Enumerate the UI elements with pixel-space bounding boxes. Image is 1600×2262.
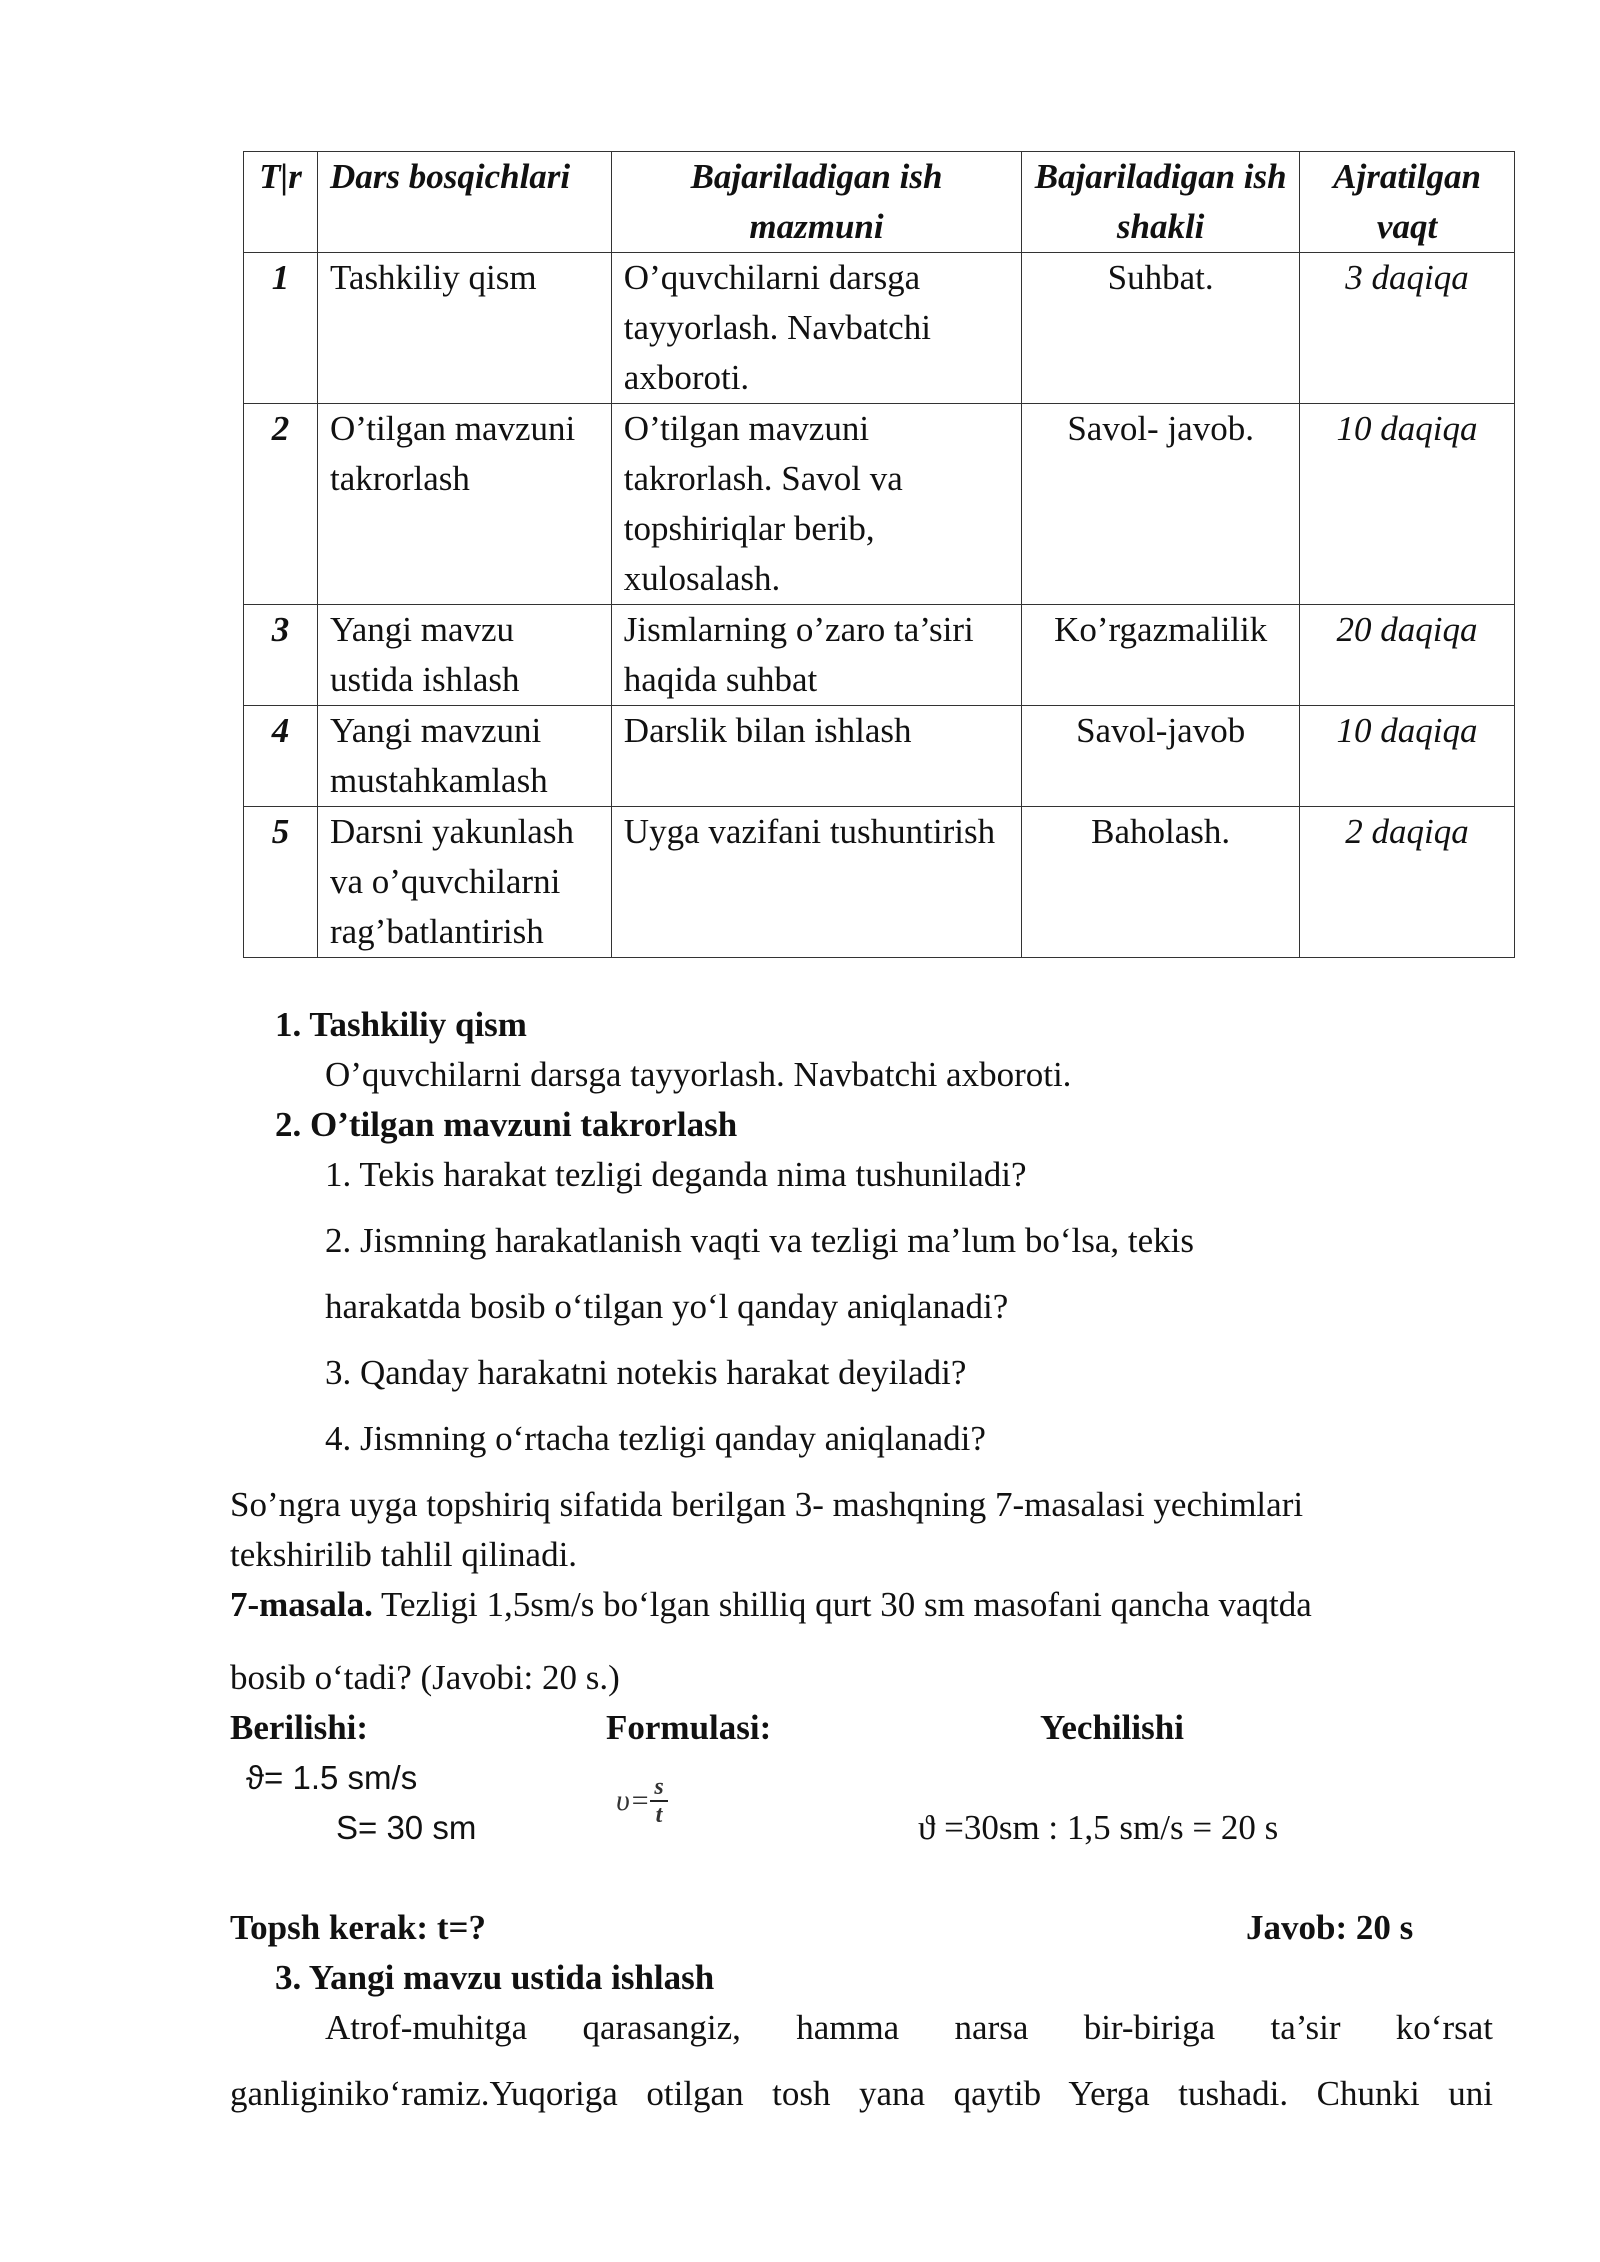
row-time: 10 daqiqa	[1300, 706, 1515, 807]
velocity-formula	[616, 1774, 668, 1828]
answer-label: Javob: 20 s	[1246, 1908, 1414, 1947]
row-form: Savol-javob	[1022, 706, 1300, 807]
section3-line1: Atrof-muhitga qarasangiz, hamma narsa bir-biriga ta’sir ko‘rsat	[325, 2008, 1493, 2047]
row-time: 3 daqiqa	[1300, 253, 1515, 404]
row-number: 1	[244, 253, 318, 404]
table-row	[244, 605, 1515, 706]
row-stage: Yangi mavzu ustida ishlash	[317, 605, 611, 706]
row-form: Savol- javob.	[1022, 404, 1300, 605]
solution-calculation: ϑ =30sm : 1,5 sm/s = 20 s	[918, 1808, 1279, 1847]
problem-label: 7-masala.	[230, 1585, 373, 1624]
header-form: Bajariladigan ish shakli	[1022, 152, 1300, 253]
row-number: 4	[244, 706, 318, 807]
row-content: Darslik bilan ishlash	[611, 706, 1021, 807]
problem-statement	[230, 1580, 1312, 1630]
section3-line2: ganliginiko‘ramiz.Yuqoriga otilgan tosh yana qaytib Yerga tushadi. Chunki uni	[230, 2074, 1493, 2113]
table-header-row	[244, 152, 1515, 253]
row-form: Ko’rgazmalilik	[1022, 605, 1300, 706]
question-2-line2: harakatda bosib o‘tilgan yo‘l qanday aniqlanadi?	[325, 1287, 1009, 1326]
question-3: 3. Qanday harakatni notekis harakat deyiladi?	[325, 1353, 967, 1392]
question-4: 4. Jismning o‘rtacha tezligi qanday aniqlanadi?	[325, 1419, 986, 1458]
problem-text: Tezligi 1,5sm/s bo‘lgan shilliq qurt 30 sm masofani qancha vaqtda	[372, 1585, 1312, 1624]
row-time: 10 daqiqa	[1300, 404, 1515, 605]
row-form: Suhbat.	[1022, 253, 1300, 404]
section1-text: O’quvchilarni darsga tayyorlash. Navbatchi axboroti.	[325, 1055, 1072, 1094]
header-stages: Dars bosqichlari	[317, 152, 611, 253]
section2-title: 2. O’tilgan mavzuni takrorlash	[275, 1105, 738, 1144]
given-distance: S= 30 sm	[336, 1809, 477, 1846]
header-time: Ajratilgan vaqt	[1300, 152, 1515, 253]
formula-lhs: υ=	[616, 1784, 651, 1817]
given-velocity: ϑ= 1.5 sm/s	[246, 1759, 418, 1796]
row-stage: Yangi mavzuni mustahkamlash	[317, 706, 611, 807]
table-row	[244, 253, 1515, 404]
row-stage: O’tilgan mavzuni takrorlash	[317, 404, 611, 605]
formula-fraction	[650, 1774, 668, 1828]
homework-check-line1: So’ngra uyga topshiriq sifatida berilgan 3- mashqning 7-masalasi yechimlari	[230, 1485, 1304, 1524]
solution-label: Yechilishi	[1040, 1708, 1184, 1747]
section1-title: 1. Tashkiliy qism	[275, 1005, 527, 1044]
row-time: 2 daqiqa	[1300, 807, 1515, 958]
row-content: O’tilgan mavzuni takrorlash. Savol va topshiriqlar berib, xulosalash.	[611, 404, 1021, 605]
row-content: Uyga vazifani tushuntirish	[611, 807, 1021, 958]
section3-title: 3. Yangi mavzu ustida ishlash	[275, 1958, 715, 1997]
header-content: Bajariladigan ish mazmuni	[611, 152, 1021, 253]
row-number: 5	[244, 807, 318, 958]
formula-denominator: t	[655, 1802, 663, 1828]
problem-line2: bosib o‘tadi? (Javobi: 20 s.)	[230, 1658, 620, 1697]
formula-numerator: s	[654, 1774, 664, 1800]
row-content: Jismlarning o’zaro ta’siri haqida suhbat	[611, 605, 1021, 706]
given-label: Berilishi:	[230, 1708, 369, 1747]
lesson-plan-table	[243, 151, 1515, 958]
row-content: O’quvchilarni darsga tayyorlash. Navbatchi axboroti.	[611, 253, 1021, 404]
header-number: T|r	[244, 152, 318, 253]
table-row	[244, 404, 1515, 605]
formula-label: Formulasi:	[606, 1708, 772, 1747]
find-label: Topsh kerak: t=?	[230, 1908, 486, 1947]
row-time: 20 daqiqa	[1300, 605, 1515, 706]
table-row	[244, 706, 1515, 807]
row-number: 3	[244, 605, 318, 706]
homework-check-line2: tekshirilib tahlil qilinadi.	[230, 1535, 578, 1574]
question-2-line1: 2. Jismning harakatlanish vaqti va tezligi ma’lum bo‘lsa, tekis	[325, 1221, 1194, 1260]
row-number: 2	[244, 404, 318, 605]
row-stage: Tashkiliy qism	[317, 253, 611, 404]
question-1: 1. Tekis harakat tezligi deganda nima tushuniladi?	[325, 1155, 1027, 1194]
table-row	[244, 807, 1515, 958]
row-form: Baholash.	[1022, 807, 1300, 958]
row-stage: Darsni yakunlash va o’quvchilarni rag’batlantirish	[317, 807, 611, 958]
